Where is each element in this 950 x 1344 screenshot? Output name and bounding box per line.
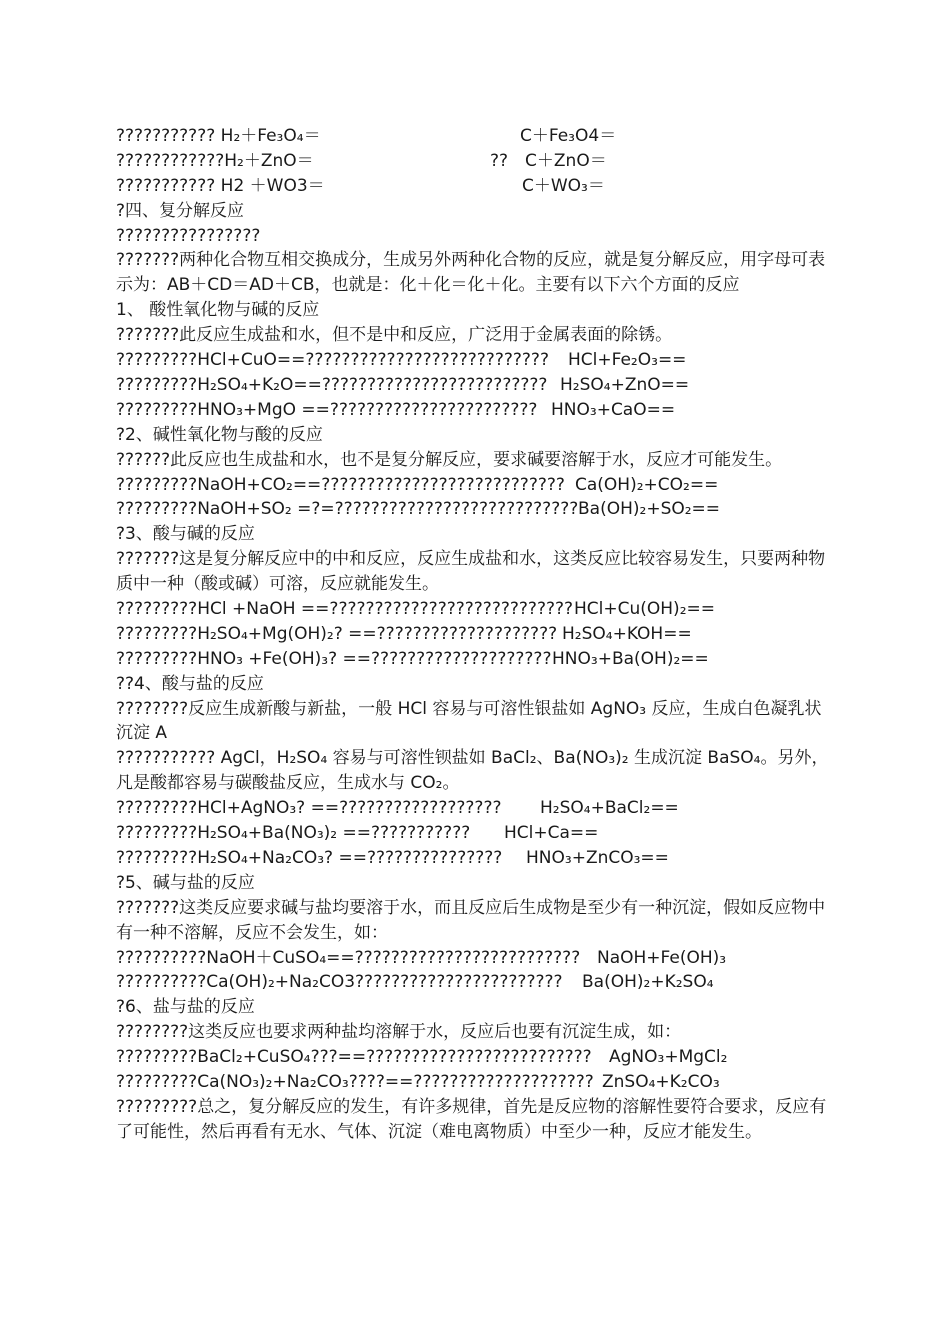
text-line: ???????此反应生成盐和水，但不是中和反应，广泛用于金属表面的除锈。 <box>116 325 673 346</box>
section-heading: 1、 酸性氧化物与碱的反应 <box>116 300 320 321</box>
equation-row: ?????????HCl+AgNO₃? ==?????????????????? H₂SO₄+BaCl₂== <box>116 798 679 819</box>
paragraph: ???????这是复分解反应中的中和反应，反应生成盐和水，这类反应比较容易发生，只要两种物质中一种（酸或碱）可溶，反应就能发生。 <box>116 549 826 595</box>
text-line: ???????????????? <box>116 225 261 246</box>
paragraph: ??????????? AgCl，H₂SO₄ 容易与可溶性钡盐如 BaCl₂、Ba(NO₃)₂ 生成沉淀 BaSO₄。另外，凡是酸都容易与碳酸盐反应，生成水与 CO₂。 <box>116 748 829 794</box>
paragraph: ???????这类反应要求碱与盐均要溶于水，而且反应后生成物是至少有一种沉淀，假如反应物中有一种不溶解，反应不会发生，如： <box>116 897 826 943</box>
equation-row: ?????????HNO₃+MgO ==??????????????????????? HNO₃+CaO== <box>116 399 676 420</box>
section-heading: ?四、复分解反应 <box>116 200 245 221</box>
section-heading: ?6、盐与盐的反应 <box>116 997 255 1018</box>
section-heading: ?5、碱与盐的反应 <box>116 872 255 893</box>
equation-row: ??????????? H2 ＋WO3＝ C＋WO₃＝ <box>116 175 605 196</box>
text-line: ????????这类反应也要求两种盐均溶解于水，反应后也要有沉淀生成，如： <box>116 1022 682 1043</box>
paragraph: ???????两种化合物互相交换成分，生成另外两种化合物的反应，就是复分解反应，用字母可表示为：AB＋CD＝AD＋CB，也就是：化＋化＝化＋化。主要有以下六个方面的反应 <box>116 250 826 296</box>
equation-row: ?????????HNO₃ +Fe(OH)₃? ==???????????????????? HNO₃+Ba(OH)₂== <box>116 648 709 669</box>
section-heading: ??4、酸与盐的反应 <box>116 673 264 694</box>
equation-row: ?????????H₂SO₄+Na₂CO₃? ==??????????????? HNO₃+ZnCO₃== <box>116 847 669 868</box>
document-body <box>116 124 836 1145</box>
section-heading: ?2、碱性氧化物与酸的反应 <box>116 424 323 445</box>
equation-row: ?????????NaOH+SO₂ =?=??????????????????????????? Ba(OH)₂+SO₂== <box>116 499 721 520</box>
equation-row: ????????????H₂＋ZnO＝ ?? C＋ZnO＝ <box>116 150 607 171</box>
equation-row: ?????????HCl +NaOH ==??????????????????????????? HCl+Cu(OH)₂== <box>116 599 715 619</box>
equation-row: ?????????H₂SO₄+K₂O==????????????????????????? H₂SO₄+ZnO== <box>116 374 690 395</box>
section-heading: ?3、酸与碱的反应 <box>116 524 255 545</box>
equation-row: ?????????HCl+CuO==??????????????????????????? HCl+Fe₂O₃== <box>116 350 687 371</box>
equation-row: ?????????H₂SO₄+Ba(NO₃)₂ ==??????????? HCl+Ca== <box>116 823 599 844</box>
equation-row: ?????????BaCl₂+CuSO₄???==????????????????????????? AgNO₃+MgCl₂ <box>116 1047 728 1068</box>
equation-row: ??????????? H₂＋Fe₃O₄＝ C＋Fe₃O4＝ <box>116 126 617 146</box>
equation-row: ?????????NaOH+CO₂==??????????????????????????? Ca(OH)₂+CO₂== <box>116 474 719 495</box>
paragraph: ??????此反应也生成盐和水，也不是复分解反应，要求碱要溶解于水，反应才可能发生。 <box>116 449 783 470</box>
equation-row: ?????????H₂SO₄+Mg(OH)₂? ==???????????????????? H₂SO₄+KOH== <box>116 623 692 644</box>
paragraph: ????????反应生成新酸与新盐，一般 HCl 容易与可溶性银盐如 AgNO₃ 反应，生成白色凝乳状沉淀 A <box>116 698 822 744</box>
equation-row: ??????????NaOH＋CuSO₄==????????????????????????? NaOH+Fe(OH)₃ <box>116 947 727 968</box>
equation-row: ??????????Ca(OH)₂+Na₂CO3??????????????????????? Ba(OH)₂+K₂SO₄ <box>116 972 714 993</box>
paragraph: ?????????总之，复分解反应的发生，有许多规律，首先是反应物的溶解性要符合要求，反应有了可能性，然后再看有无水、气体、沉淀（难电离物质）中至少一种，反应才能发生。 <box>116 1096 827 1142</box>
equation-row: ?????????Ca(NO₃)₂+Na₂CO₃????==???????????????????? ZnSO₄+K₂CO₃ <box>116 1072 720 1093</box>
